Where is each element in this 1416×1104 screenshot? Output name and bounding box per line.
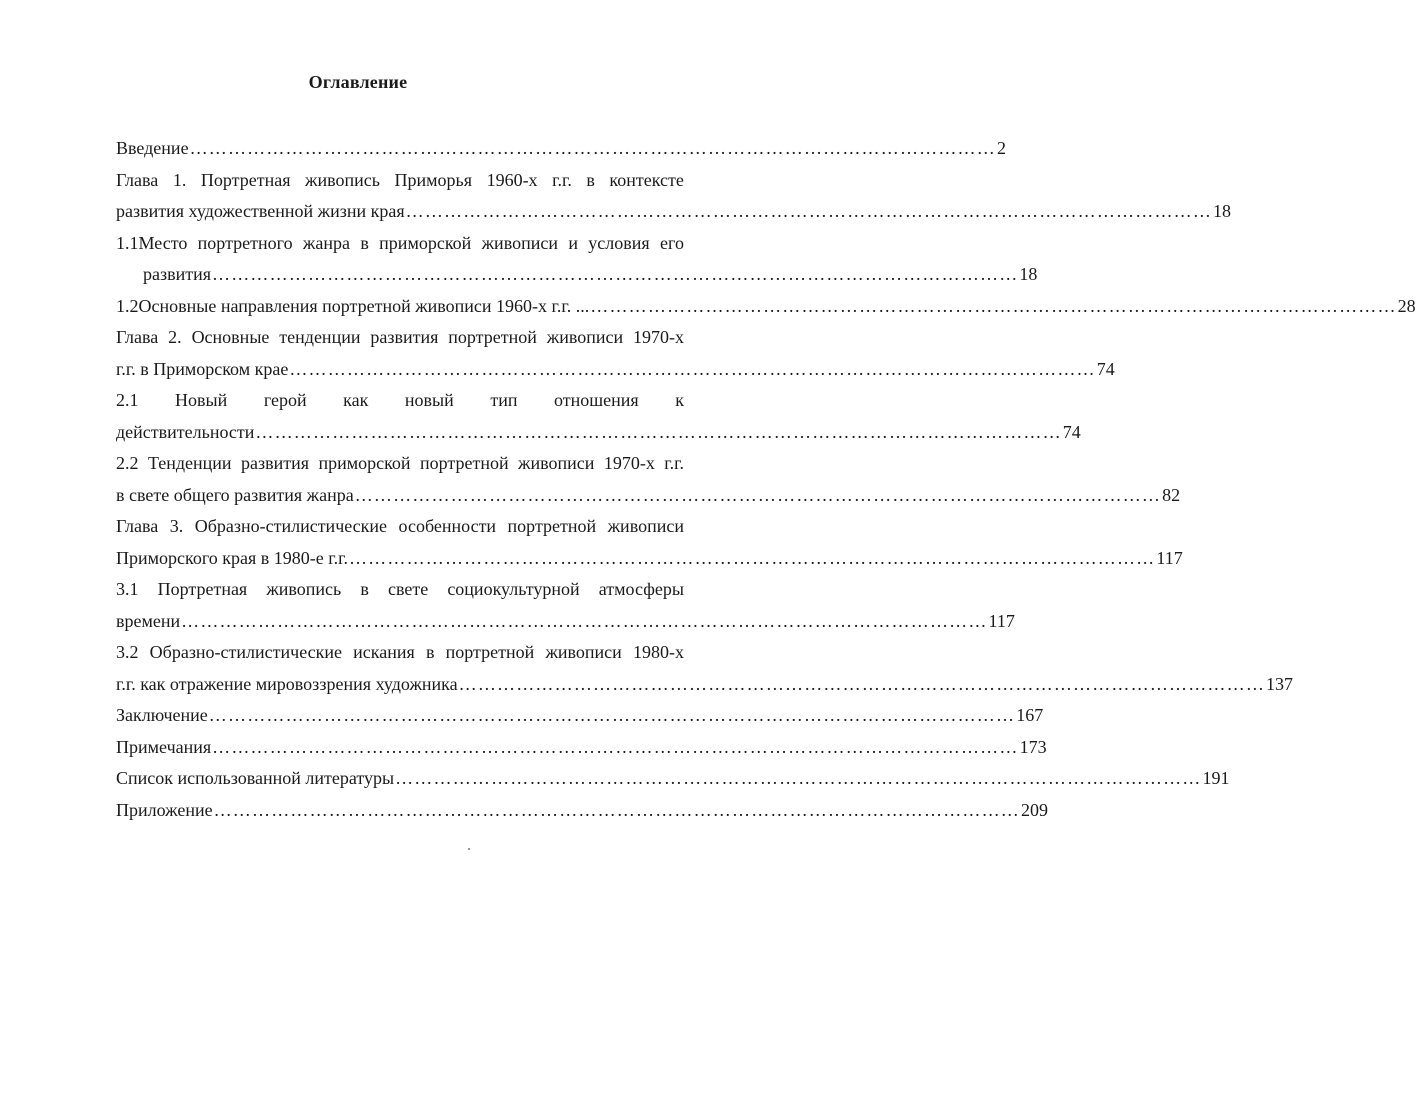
toc-word: живопись xyxy=(266,579,342,599)
toc-word: 1. xyxy=(172,169,187,190)
toc-word: 1980-х xyxy=(632,642,684,662)
toc-entry-label: в свете общего развития жанра xyxy=(116,484,354,505)
toc-word: социокультурной xyxy=(447,579,580,599)
toc-word: в xyxy=(586,169,595,190)
toc-word: Портретная xyxy=(200,169,291,190)
toc-entry-section-2-1-line-1 xyxy=(116,385,684,417)
toc-word: развития xyxy=(241,453,310,473)
leader-dots: ……………………………………………………………………………………………………………… xyxy=(212,736,1019,757)
toc-word: в xyxy=(360,232,369,253)
toc-word: 3.2 xyxy=(116,642,139,662)
toc-page-number: 74 xyxy=(1062,421,1081,442)
toc-word: Основные xyxy=(191,327,270,347)
toc-entry-label: Список использованной литературы xyxy=(116,768,395,788)
toc-word: герой xyxy=(263,390,307,410)
toc-word: тенденции xyxy=(279,327,361,347)
toc-entry-chapter-3-line-1 xyxy=(116,511,684,543)
leader-dots: ……………………………………………………………………………………………………………… xyxy=(212,264,1019,284)
leader-dots: ……………………………………………………………………………………………………………… xyxy=(289,358,1096,379)
toc-entry-label: Приложение xyxy=(116,799,213,820)
toc-entry-conclusion xyxy=(116,700,1044,732)
toc-word: новый xyxy=(404,390,454,410)
toc-word: г.г. xyxy=(664,453,684,473)
toc-word: приморской xyxy=(318,453,411,473)
page-title: Оглавление xyxy=(308,72,408,92)
toc-page-number: 191 xyxy=(1202,768,1230,788)
toc-entry-appendix xyxy=(116,795,1049,827)
toc-entry-section-3-1-line-1 xyxy=(116,574,684,606)
toc-word: живописи xyxy=(545,642,622,662)
toc-page-number: 117 xyxy=(988,610,1015,631)
toc-word: условия xyxy=(588,232,650,253)
toc-entry-chapter-1-line-1 xyxy=(116,165,684,197)
toc-page-number: 137 xyxy=(1266,673,1294,694)
leader-dots: ……………………………………………………………………………………………………………… xyxy=(458,673,1266,694)
toc-page-number: 173 xyxy=(1019,736,1047,757)
toc-word: портретной xyxy=(507,516,597,536)
leader-dots: ……………………………………………………………………………………………………………… xyxy=(189,138,996,158)
toc-word: 3. xyxy=(169,516,184,536)
toc-page-number: 117 xyxy=(1156,547,1183,568)
toc-word: отношения xyxy=(554,390,639,410)
toc-word: живописи xyxy=(518,453,595,473)
toc-entry-section-2-2-line-1 xyxy=(116,448,684,480)
toc-word: Приморья xyxy=(394,169,473,190)
leader-dots: ……………………………………………………………………………………………………………… xyxy=(208,705,1016,725)
toc-entry-label: Примечания xyxy=(116,736,212,757)
toc-word: 1970-х xyxy=(633,327,684,347)
toc-entry-section-2-1-line-2 xyxy=(116,417,1081,449)
toc-entry-label: 1.2Основные направления портретной живописи 1960-х г.г. ... xyxy=(116,295,590,316)
toc-word: жанра xyxy=(302,232,350,253)
toc-entry-section-3-1-line-2 xyxy=(116,606,1015,638)
toc-page-number: 18 xyxy=(1213,201,1232,221)
toc-entry-chapter-2-line-1 xyxy=(116,322,684,354)
toc-word: Портретная xyxy=(157,579,248,599)
toc-entry-section-1-1-line-1 xyxy=(116,228,684,260)
leader-dots: ……………………………………………………………………………………………………………… xyxy=(181,610,988,631)
toc-word: Новый xyxy=(175,390,228,410)
toc-word: портретной xyxy=(448,327,537,347)
toc-entry-label: действительности xyxy=(116,421,255,442)
toc-word: Глава xyxy=(116,516,159,536)
toc-entry-bibliography xyxy=(116,763,1230,795)
toc-word: атмосферы xyxy=(598,579,684,599)
toc-word: портретной xyxy=(420,453,509,473)
toc-word: г.г. xyxy=(552,169,572,190)
leader-dots: ……………………………………………………………………………………………………………… xyxy=(395,768,1202,788)
toc-entry-section-1-1-line-2 xyxy=(116,259,1038,291)
toc-word: живописи xyxy=(546,327,624,347)
toc-entry-chapter-1-line-2 xyxy=(116,196,1232,228)
toc-word: 1.1Место xyxy=(116,232,188,253)
toc-word: живописи xyxy=(607,516,684,536)
toc-word: тип xyxy=(490,390,518,410)
toc-entry-chapter-2-line-2 xyxy=(116,354,1115,386)
leader-dots: ……………………………………………………………………………………………………………… xyxy=(590,295,1397,316)
toc-entry-section-2-2-line-2 xyxy=(116,480,1181,512)
toc-word: живописи xyxy=(481,232,558,253)
toc-word: Образно-стилистические xyxy=(149,642,342,662)
scan-speck xyxy=(468,848,470,850)
toc-entry-label: времени xyxy=(116,610,181,631)
toc-word: Глава xyxy=(116,327,159,347)
toc-word: 2. xyxy=(168,327,182,347)
toc-entry-label: развития художественной жизни края xyxy=(116,201,405,221)
leader-dots: ……………………………………………………………………………………………………………… xyxy=(405,201,1213,221)
toc-word: 2.1 xyxy=(116,390,139,410)
toc-entry-label: развития xyxy=(143,264,212,284)
toc-page-number: 167 xyxy=(1016,705,1044,725)
toc-word: в xyxy=(425,642,435,662)
toc-word: искания xyxy=(353,642,415,662)
toc-page-number: 2 xyxy=(996,138,1006,158)
table-of-contents xyxy=(116,133,1416,826)
toc-page-number: 28 xyxy=(1397,295,1416,316)
toc-entry-notes xyxy=(116,732,1047,764)
toc-word: приморской xyxy=(379,232,472,253)
toc-entry-label: Заключение xyxy=(116,705,208,725)
toc-word: живопись xyxy=(305,169,380,190)
leader-dots: ……………………………………………………………………………………………………………… xyxy=(348,547,1156,568)
toc-word: Глава xyxy=(116,169,159,190)
toc-word: к xyxy=(675,390,684,410)
toc-word: 2.2 xyxy=(116,453,139,473)
toc-word: особенности xyxy=(398,516,497,536)
leader-dots: ……………………………………………………………………………………………………………… xyxy=(213,799,1021,820)
toc-word: 3.1 xyxy=(116,579,139,599)
toc-entry-label: г.г. в Приморском крае xyxy=(116,358,289,379)
toc-word: 1970-х xyxy=(603,453,655,473)
toc-word: развития xyxy=(370,327,439,347)
toc-word: контексте xyxy=(609,169,684,190)
toc-word: свете xyxy=(387,579,429,599)
toc-entry-label: г.г. как отражение мировоззрения художника xyxy=(116,673,458,694)
toc-word: портретного xyxy=(197,232,293,253)
toc-word: его xyxy=(660,232,684,253)
toc-entry-section-3-2-line-2 xyxy=(116,669,1294,701)
toc-entry-label: Введение xyxy=(116,138,189,158)
toc-entry-label: Приморского края в 1980-е г.г. xyxy=(116,547,348,568)
toc-page-number: 18 xyxy=(1019,264,1038,284)
toc-word: портретной xyxy=(445,642,535,662)
toc-page-number: 82 xyxy=(1162,484,1181,505)
toc-page-number: 209 xyxy=(1021,799,1049,820)
toc-word: Тенденции xyxy=(147,453,232,473)
toc-word: как xyxy=(343,390,369,410)
toc-word: и xyxy=(568,232,578,253)
leader-dots: ……………………………………………………………………………………………………………… xyxy=(255,421,1062,442)
toc-entry-chapter-3-line-2 xyxy=(116,543,1183,575)
toc-entry-section-3-2-line-1 xyxy=(116,637,684,669)
toc-word: Образно-стилистические xyxy=(194,516,388,536)
leader-dots: ……………………………………………………………………………………………………………… xyxy=(354,484,1162,505)
toc-entry-intro xyxy=(116,133,1006,165)
toc-word: в xyxy=(360,579,369,599)
toc-word: 1960-х xyxy=(486,169,538,190)
toc-entry-section-1-2 xyxy=(116,291,1416,323)
toc-page-number: 74 xyxy=(1096,358,1115,379)
